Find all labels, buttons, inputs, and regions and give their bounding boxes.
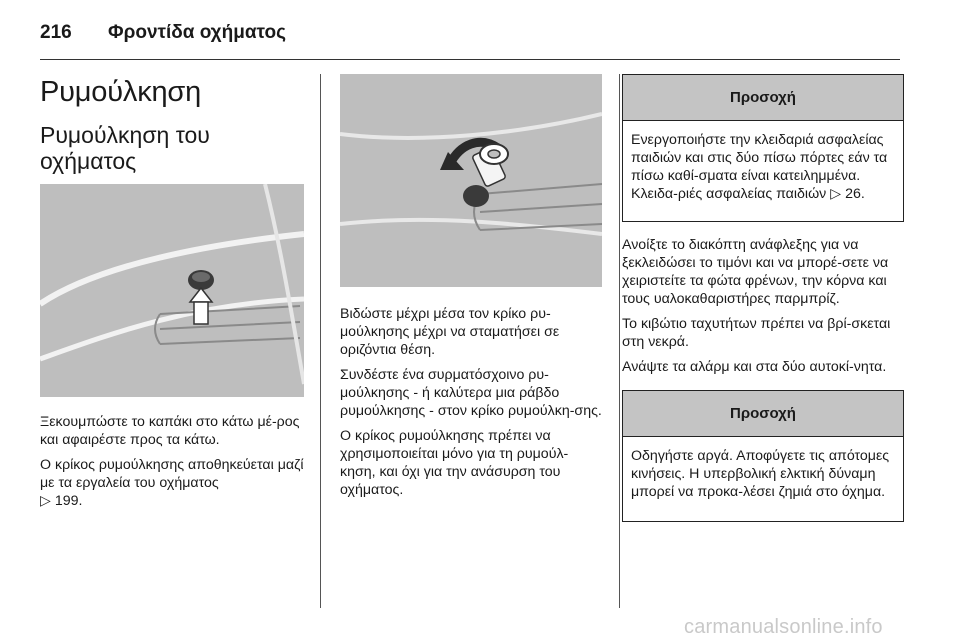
bumper-cover-drawing [40, 184, 304, 397]
header-rule [40, 59, 900, 60]
caution-box-child-locks [622, 74, 904, 222]
right-column [622, 74, 904, 522]
page-reference-icon: ▷ [40, 493, 51, 509]
paragraph-usage-note: Ο κρίκος ρυμούλκησης πρέπει να χρησιμοποιείται μόνο για τη ρυμούλ-κηση, και όχι για την ανάσυρση του οχήματος. [340, 428, 569, 498]
page-header [40, 20, 286, 46]
paragraph-hazard-lights: Ανάψτε τα αλάρμ και στα δύο αυτοκί-νητα. [622, 359, 887, 375]
page-reference-link[interactable]: 26. [845, 186, 865, 202]
caution-box-drive-slowly [622, 390, 904, 522]
storage-text: Ο κρίκος ρυμούλκησης αποθηκεύεται μαζί με τα εργαλεία του οχήματος [40, 457, 304, 491]
paragraph-remove-cover: Ξεκουμπώστε το καπάκι στο κάτω μέ-ρος και αφαιρέστε προς τα κάτω. [40, 414, 300, 448]
tow-eye-drawing [340, 74, 602, 287]
paragraph-ignition: Ανοίξτε το διακόπτη ανάφλεξης για να ξεκλειδώσει το τιμόνι και να μπορέ-σετε να χειριστείτε τα φώτα φρένων, την κόρνα και τους υαλοκαθαριστήρες παρμπρίζ. [622, 237, 889, 307]
watermark: carmanualsonline.info [684, 616, 883, 638]
paragraph-attach-rope: Συνδέστε ένα συρματόσχοινο ρυ-μούλκησης - ή καλύτερα μια ράβδο ρυμούλκησης - στον κρίκο ρυμούλκη-σης. [340, 367, 602, 419]
paragraph-neutral: Το κιβώτιο ταχυτήτων πρέπει να βρί-σκεται στη νεκρά. [622, 316, 891, 350]
subsection-title: Ρυμούλκηση του οχήματος [40, 122, 210, 174]
caution-body-text: Ενεργοποιήστε την κλειδαριά ασφαλείας παιδιών και στις δύο πίσω πόρτες εάν τα πίσω καθί-σματα είναι κατειλημμένα. Κλειδα-ριές ασφαλείας παιδιών [631, 132, 888, 202]
left-column [40, 74, 304, 510]
tow-eye-illustration [340, 74, 602, 287]
middle-column [340, 74, 602, 499]
caution-title: Προσοχή [623, 391, 903, 437]
page-reference-icon: ▷ [830, 186, 842, 202]
section-title: Ρυμούλκηση [40, 76, 202, 108]
paragraph-tow-eye-storage [40, 456, 304, 510]
caution-text [623, 121, 903, 213]
running-title: Φροντίδα οχήματος [108, 22, 286, 43]
column-divider-1 [320, 74, 321, 608]
tow-cover-illustration [40, 184, 304, 397]
column-divider-2 [619, 74, 620, 608]
page-reference-link[interactable]: 199. [54, 493, 83, 509]
caution-title: Προσοχή [623, 75, 903, 121]
page-number: 216 [40, 22, 72, 43]
paragraph-screw-in: Βιδώστε μέχρι μέσα τον κρίκο ρυ-μούλκησης μέχρι να σταματήσει σε οριζόντια θέση. [340, 306, 560, 358]
caution-text: Οδηγήστε αργά. Αποφύγετε τις απότομες κινήσεις. Η υπερβολική ελκτική δύναμη μπορεί να προκα-λέσει ζημιά στο όχημα. [631, 448, 890, 500]
